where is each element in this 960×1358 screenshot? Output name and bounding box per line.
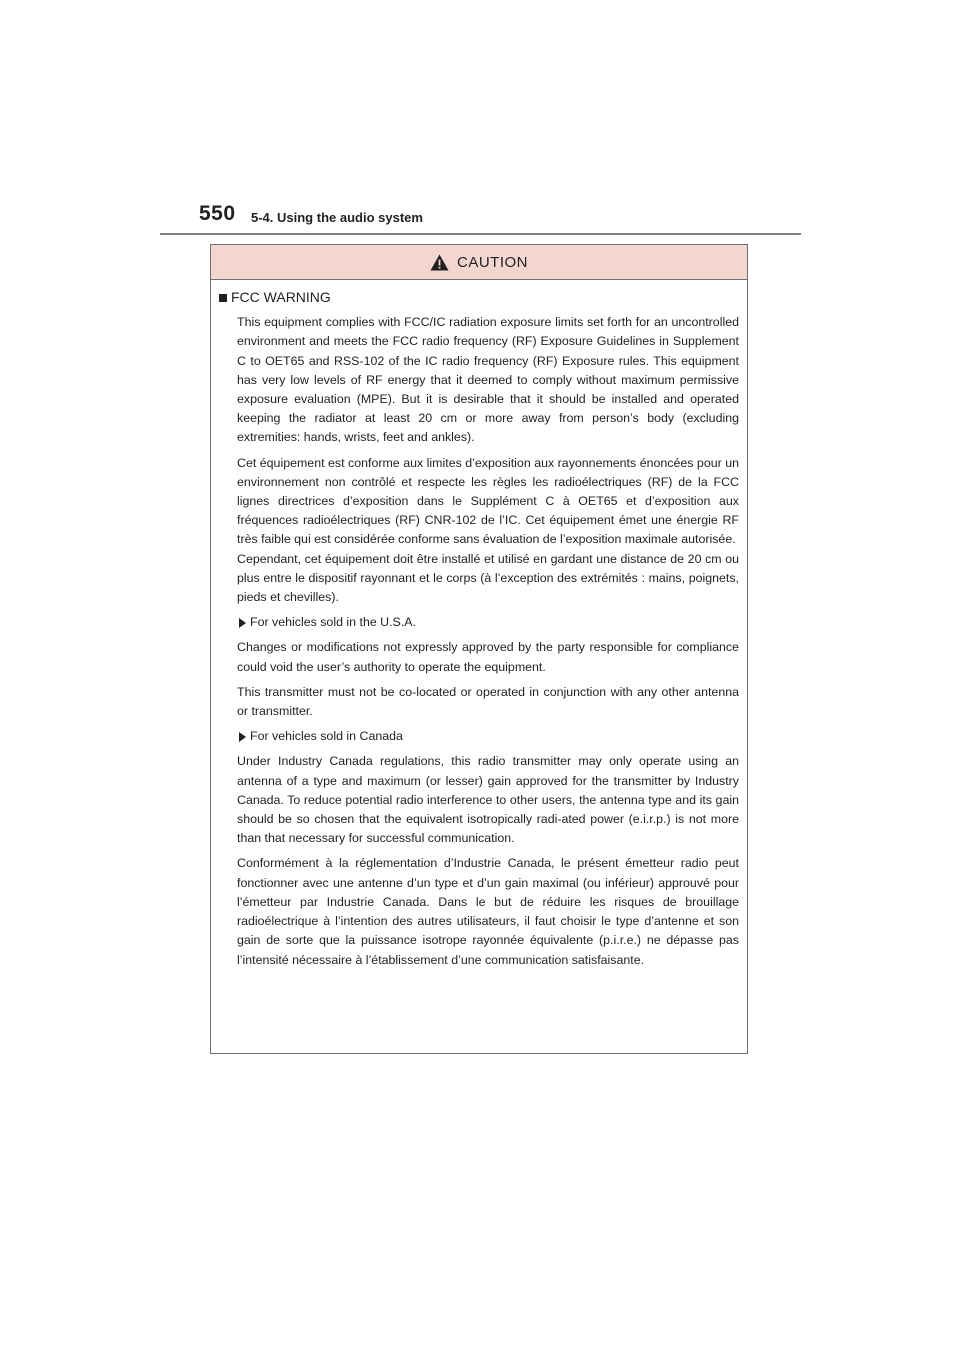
usa-label: For vehicles sold in the U.S.A. — [250, 615, 416, 630]
fcc-warning-heading — [219, 288, 739, 307]
usa-paragraph-modifications: Changes or modifications not expressly approved by the party responsible for compliance could void the user’s authority to operate the equipment. — [237, 640, 739, 674]
triangle-bullet-icon — [239, 618, 246, 628]
fcc-warning-title: FCC WARNING — [231, 289, 331, 305]
usa-paragraph-colocation: This transmitter must not be co-located or operated in conjunction with any other antenna or transmitter. — [237, 684, 739, 719]
square-bullet-icon — [219, 294, 227, 302]
canada-label: For vehicles sold in Canada — [250, 729, 403, 744]
fcc-paragraph-fr-distance: Cependant, cet équipement doit être installé et utilisé en gardant une distance de 20 cm ou plus entre le dispositif rayonnant et le corps (à l’exception des extrémités : mains, poignets, pieds et chevilles). — [237, 551, 739, 605]
fcc-paragraph-fr: Cet équipement est conforme aux limites d’exposition aux rayonnements énoncées pour un environnement non contrôlé et respecte les règles les radioélectriques (RF) de la FCC lignes directrices d’exposition dans le Supplément C à OET65 et d’exposition aux fréquences radioélectriques (RF) CNR-102 de l’IC. Cet équipement émet une énergie RF très faible qui est considérée conforme sans évaluation de l’exposition maximale autorisée. — [237, 455, 739, 547]
fcc-paragraph-en: This equipment complies with FCC/IC radiation exposure limits set forth for an uncontrolled environment and meets the FCC radio frequency (RF) Exposure Guidelines in Supplement C to OET65 and RSS-102 of the IC radio frequency (RF) Exposure rules. This equipment has very low levels of RF energy that it deemed to comply without maximum permissive exposure evaluation (MPE). But it is desirable that it should be installed and operated keeping the radiator at least 20 cm or more away from person’s body (excluding extremities: hands, wrists, feet and ankles). — [237, 315, 739, 445]
page-number: 550 — [199, 202, 236, 225]
warning-triangle-icon — [430, 254, 449, 271]
caution-body — [211, 280, 747, 970]
caution-header — [211, 245, 747, 280]
canada-paragraph-en: Under Industry Canada regulations, this radio transmitter may only operate using an antenna of a type and maximum (or lesser) gain approved for the transmitter by Industry Canada. To reduce potential radio interference to other users, the antenna type and its gain should be so chosen that the equivalent isotropically radi-ated power (e.i.r.p.) is not more than that necessary for successful communication. — [237, 754, 739, 846]
page-header — [199, 200, 801, 236]
canada-paragraph-fr: Conformément à la réglementation d’Industrie Canada, le présent émetteur radio peut fonctionner avec une antenne d’un type et d’un gain maximal (ou inférieur) approuvé pour l’émetteur par Industrie Canada. Dans le but de réduire les risques de brouillage radioélectrique à l’intention des autres utilisateurs, il faut choisir le type d’antenne et son gain de sorte que la puissance isotrope rayonnée équivalente (p.i.r.e.) ne dépasse pas l’intensité nécessaire à l’établissement d’une communication satisfaisante. — [237, 856, 739, 967]
caution-title: CAUTION — [457, 253, 528, 271]
usa-subheading — [237, 613, 739, 632]
section-title: 5-4. Using the audio system — [251, 210, 423, 225]
triangle-bullet-icon — [239, 732, 246, 742]
caution-box — [210, 244, 748, 1054]
header-divider — [160, 233, 801, 235]
canada-subheading — [237, 727, 739, 746]
